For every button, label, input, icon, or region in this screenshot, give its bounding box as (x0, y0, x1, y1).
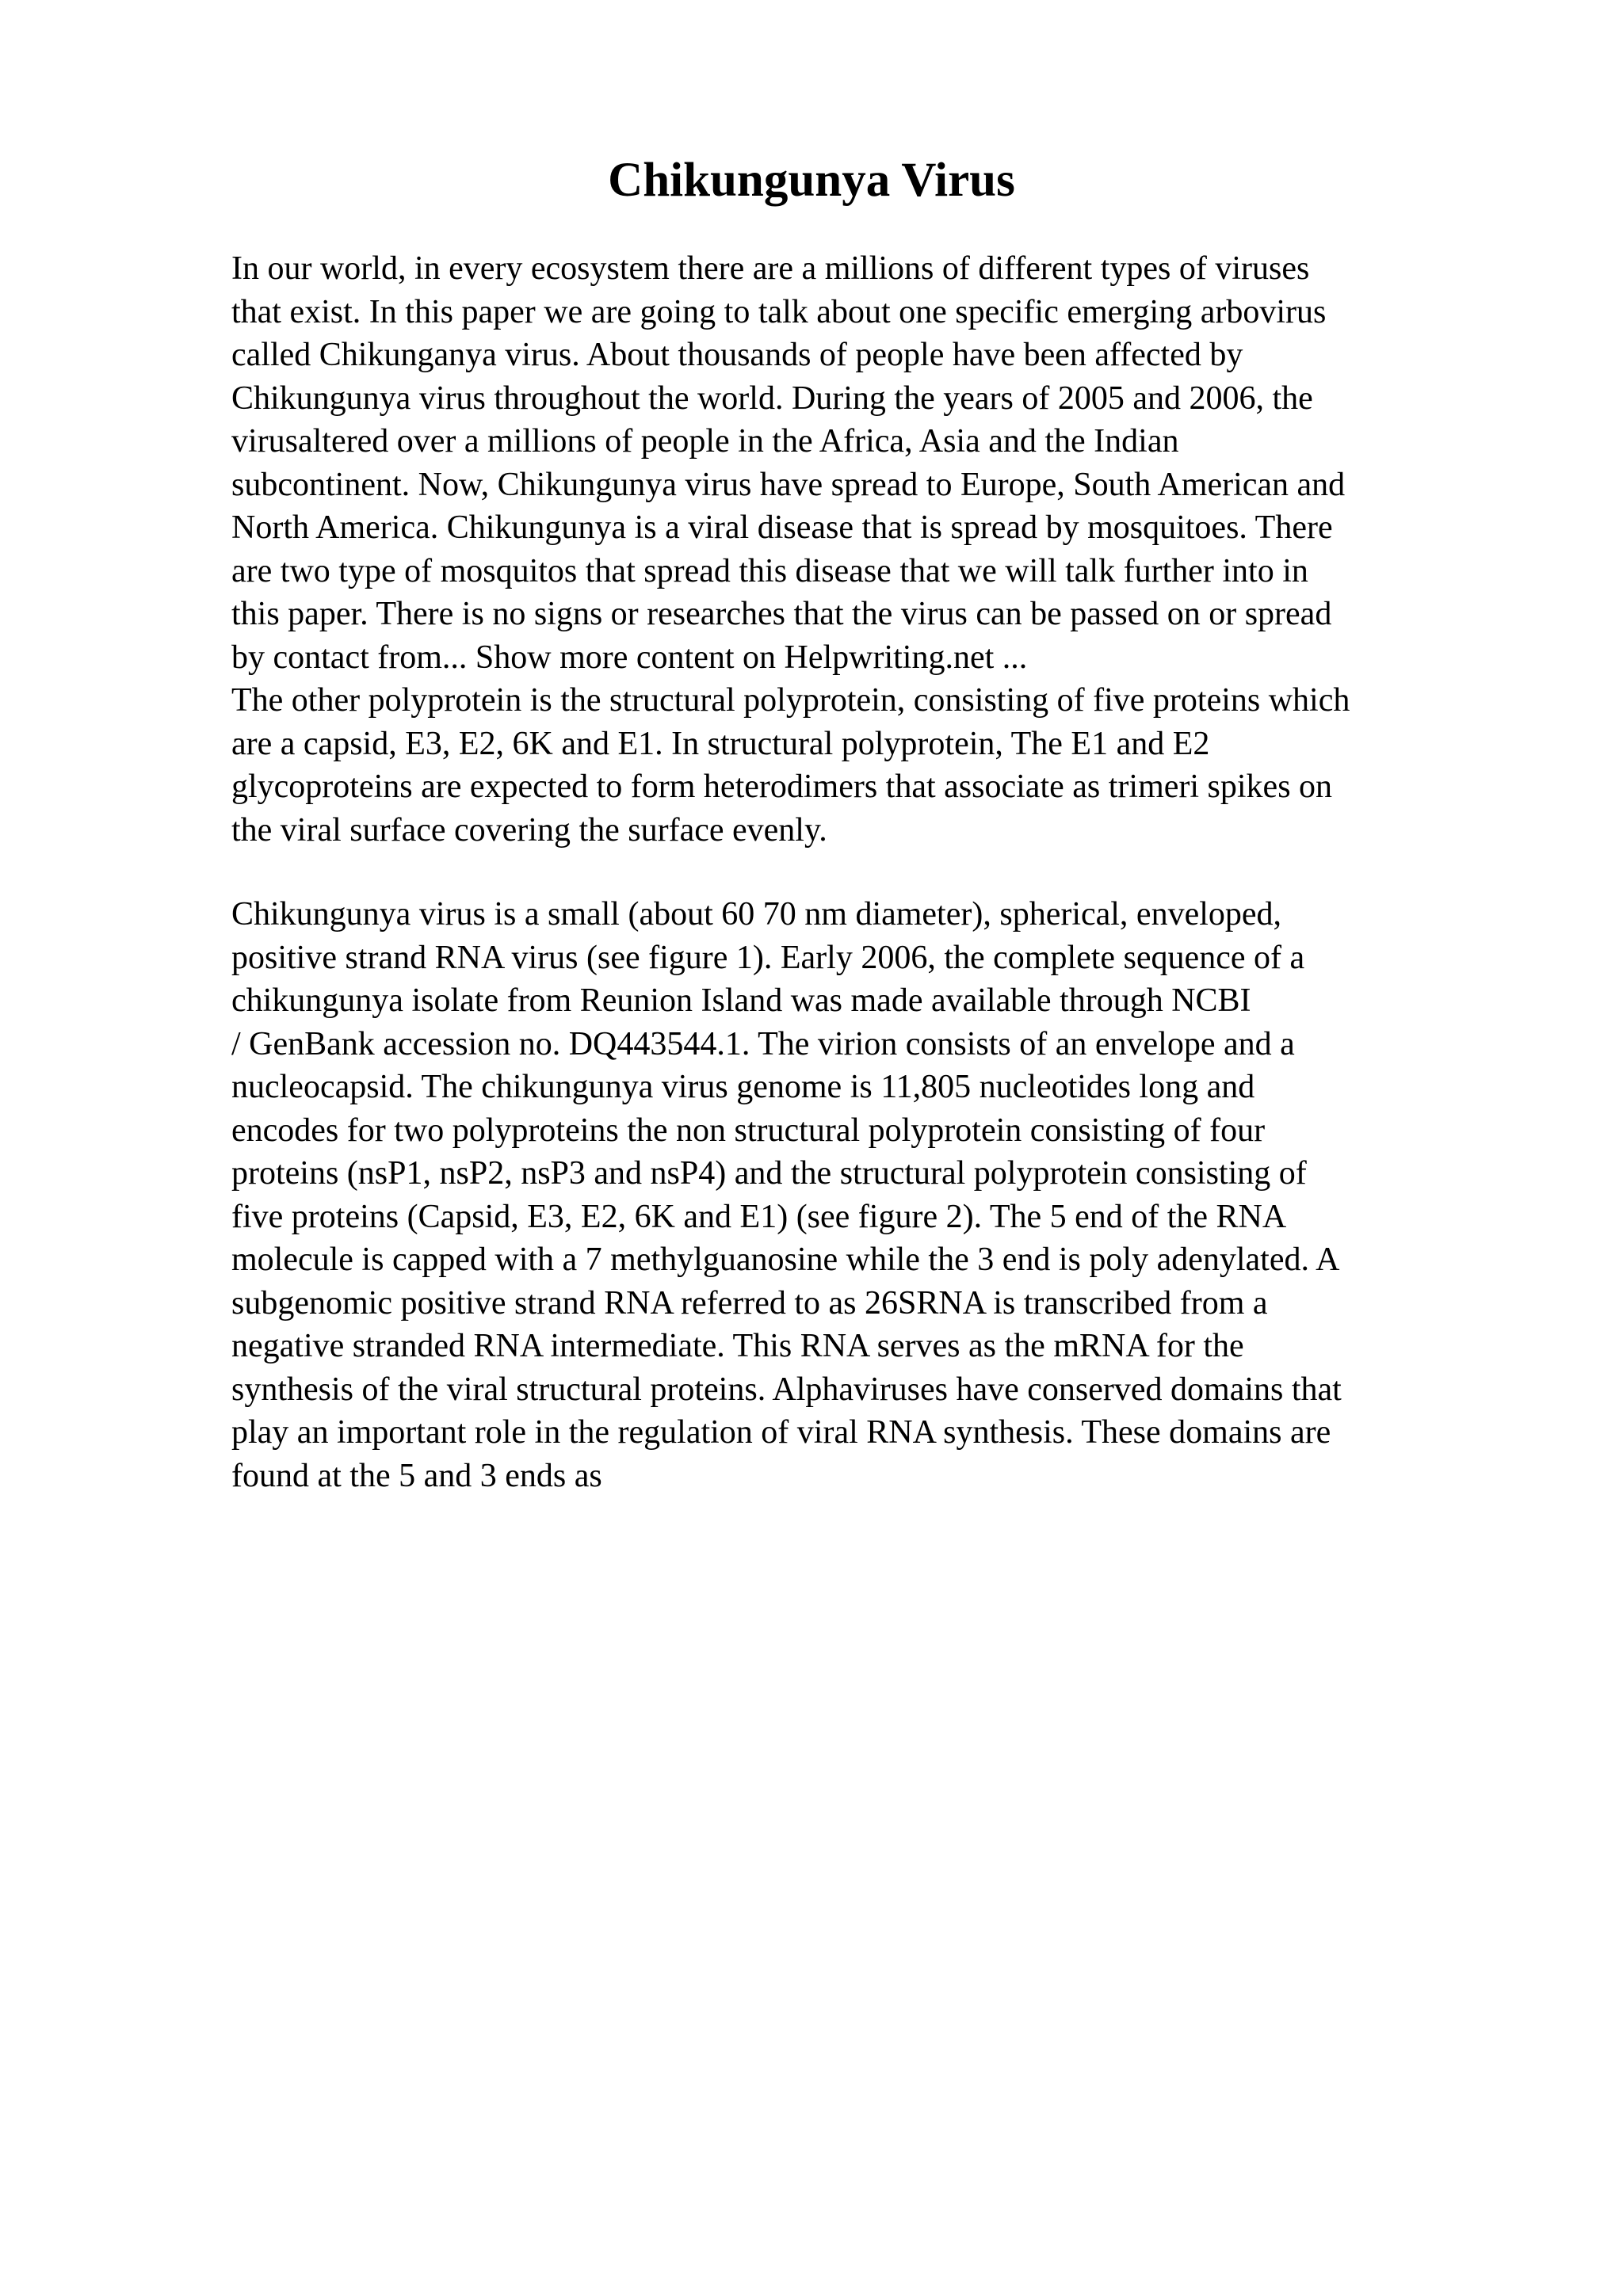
paragraph-block-2 (231, 893, 1499, 1497)
text-line: In our world, in every ecosystem there are a millions of different types of viruses (231, 250, 1310, 287)
text-line: North America. Chikungunya is a viral disease that is spread by mosquitoes. There (231, 509, 1333, 546)
text-line: five proteins (Capsid, E3, E2, 6K and E1) (see figure 2). The 5 end of the RNA (231, 1198, 1287, 1235)
text-line: synthesis of the viral structural proteins. Alphaviruses have conserved domains that (231, 1371, 1342, 1408)
text-line: called Chikunganya virus. About thousands of people have been affected by (231, 337, 1243, 373)
text-line: negative stranded RNA intermediate. This RNA serves as the mRNA for the (231, 1328, 1244, 1364)
text-line: nucleocapsid. The chikungunya virus genome is 11,805 nucleotides long and (231, 1069, 1255, 1105)
text-line: are two type of mosquitos that spread this disease that we will talk further into in (231, 552, 1308, 589)
text-line: Chikungunya virus is a small (about 60 70 nm diameter), spherical, enveloped, (231, 896, 1282, 933)
text-line: molecule is capped with a 7 methylguanosine while the 3 end is poly adenylated. A (231, 1241, 1340, 1278)
text-line: encodes for two polyproteins the non structural polyprotein consisting of four (231, 1112, 1266, 1149)
text-line: that exist. In this paper we are going to talk about one specific emerging arbovirus (231, 293, 1327, 330)
text-line: subgenomic positive strand RNA referred to as 26SRNA is transcribed from a (231, 1284, 1268, 1322)
text-line: play an important role in the regulation of viral RNA synthesis. These domains are (231, 1414, 1331, 1451)
text-line: by contact from... Show more content on Helpwriting.net ... (231, 639, 1028, 676)
text-line: / GenBank accession no. DQ443544.1. The virion consists of an envelope and a (231, 1025, 1295, 1062)
text-line: The other polyprotein is the structural polyprotein, consisting of five proteins which (231, 682, 1350, 719)
text-line: Chikungunya virus throughout the world. During the years of 2005 and 2006, the (231, 379, 1313, 417)
paragraph-block-1 (231, 247, 1499, 852)
text-line: chikungunya isolate from Reunion Island was made available through NCBI (231, 982, 1251, 1019)
text-line: positive strand RNA virus (see figure 1). Early 2006, the complete sequence of a (231, 939, 1305, 976)
text-line: proteins (nsP1, nsP2, nsP3 and nsP4) and the structural polyprotein consisting of (231, 1155, 1307, 1192)
text-line: found at the 5 and 3 ends as (231, 1457, 602, 1494)
text-line: subcontinent. Now, Chikungunya virus have spread to Europe, South American and (231, 466, 1346, 503)
text-line: virusaltered over a millions of people in the Africa, Asia and the Indian (231, 423, 1179, 460)
text-line: are a capsid, E3, E2, 6K and E1. In structural polyprotein, The E1 and E2 (231, 725, 1210, 762)
text-line: the viral surface covering the surface evenly. (231, 811, 827, 849)
text-line: this paper. There is no signs or researches that the virus can be passed on or spread (231, 596, 1332, 632)
text-line: glycoproteins are expected to form heterodimers that associate as trimeri spikes on (231, 769, 1333, 805)
document-title: Chikungunya Virus (608, 154, 1015, 207)
